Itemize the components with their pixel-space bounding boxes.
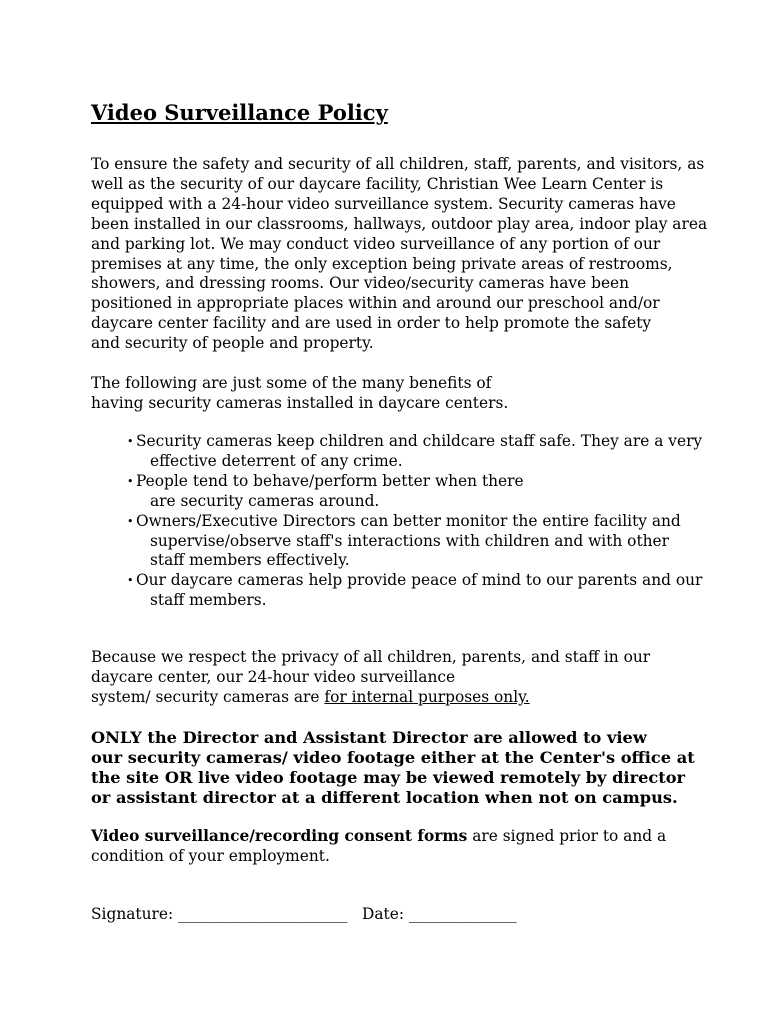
intro-line: premises at any time, the only exception being private areas of restrooms, — [91, 254, 673, 273]
benefits-intro-paragraph — [91, 374, 711, 414]
signature-row — [91, 905, 517, 925]
intro-line: and security of people and property. — [91, 334, 374, 353]
privacy-line-prefix: system/ security cameras are — [91, 687, 325, 706]
consent-forms-text: Video surveillance/recording consent forms — [91, 827, 468, 845]
list-item-text: are security cameras around. — [150, 491, 380, 510]
consent-line — [91, 827, 711, 847]
bullet-icon: • — [127, 474, 134, 488]
list-item-text: Security cameras keep children and childcare staff safe. They are a very — [136, 432, 703, 450]
access-restriction-line: or assistant director at a different location when not on campus. — [91, 787, 678, 807]
intro-paragraph — [91, 155, 711, 354]
consent-line: condition of your employment. — [91, 846, 330, 865]
signature-label: Signature: — [91, 905, 174, 923]
consent-paragraph — [91, 827, 711, 867]
intro-line: To ensure the safety and security of all children, staff, parents, and visitors, as — [91, 155, 705, 173]
access-restriction-paragraph — [91, 728, 711, 808]
consent-rest-text: are signed prior to and a — [467, 827, 667, 845]
benefits-list — [127, 432, 707, 611]
list-item-text: Our daycare cameras help provide peace of mind to our parents and our — [136, 571, 703, 590]
list-item — [127, 571, 707, 611]
list-item-text: staff members. — [150, 591, 267, 610]
date-label: Date: — [362, 905, 405, 923]
page-title: Video Surveillance Policy — [91, 100, 388, 125]
bullet-icon: • — [127, 574, 134, 588]
intro-line: daycare center facility and are used in order to help promote the safety — [91, 314, 652, 333]
benefits-intro-line: The following are just some of the many benefits of — [91, 374, 492, 392]
access-restriction-line: our security cameras/ video footage either at the Center's office at — [91, 747, 695, 767]
list-item — [127, 432, 707, 472]
signature-field[interactable]: ______________________ — [178, 905, 348, 923]
intro-line: equipped with a 24-hour video surveillance system. Security cameras have — [91, 194, 676, 213]
list-item — [127, 512, 707, 572]
bullet-icon: • — [127, 514, 134, 528]
intro-line: positioned in appropriate places within and around our preschool and/or — [91, 294, 660, 313]
privacy-line — [91, 688, 711, 708]
benefits-intro-line: having security cameras installed in daycare centers. — [91, 393, 509, 412]
access-restriction-line: ONLY the Director and Assistant Director are allowed to view — [91, 728, 647, 747]
list-item-text: People tend to behave/perform better when there — [136, 471, 524, 490]
list-item-text: staff members effectively. — [150, 551, 350, 570]
intro-line: well as the security of our daycare facility, Christian Wee Learn Center is — [91, 174, 664, 193]
privacy-line: Because we respect the privacy of all children, parents, and staff in our — [91, 648, 651, 666]
access-restriction-line: the site OR live video footage may be viewed remotely by director — [91, 767, 686, 787]
list-item-text: supervise/observe staff's interactions with children and with other — [150, 531, 670, 550]
list-item-text: effective deterrent of any crime. — [150, 451, 403, 470]
privacy-line: daycare center, our 24-hour video surveillance — [91, 667, 456, 686]
privacy-paragraph — [91, 648, 711, 708]
bullet-icon: • — [127, 435, 134, 448]
list-item — [127, 472, 707, 512]
intro-line: been installed in our classrooms, hallways, outdoor play area, indoor play area — [91, 214, 708, 233]
internal-purposes-text: for internal purposes only. — [324, 687, 530, 706]
date-field[interactable]: ______________ — [408, 905, 517, 923]
intro-line: showers, and dressing rooms. Our video/security cameras have been — [91, 274, 630, 293]
intro-line: and parking lot. We may conduct video surveillance of any portion of our — [91, 234, 661, 253]
list-item-text: Owners/Executive Directors can better monitor the entire facility and — [136, 511, 681, 530]
